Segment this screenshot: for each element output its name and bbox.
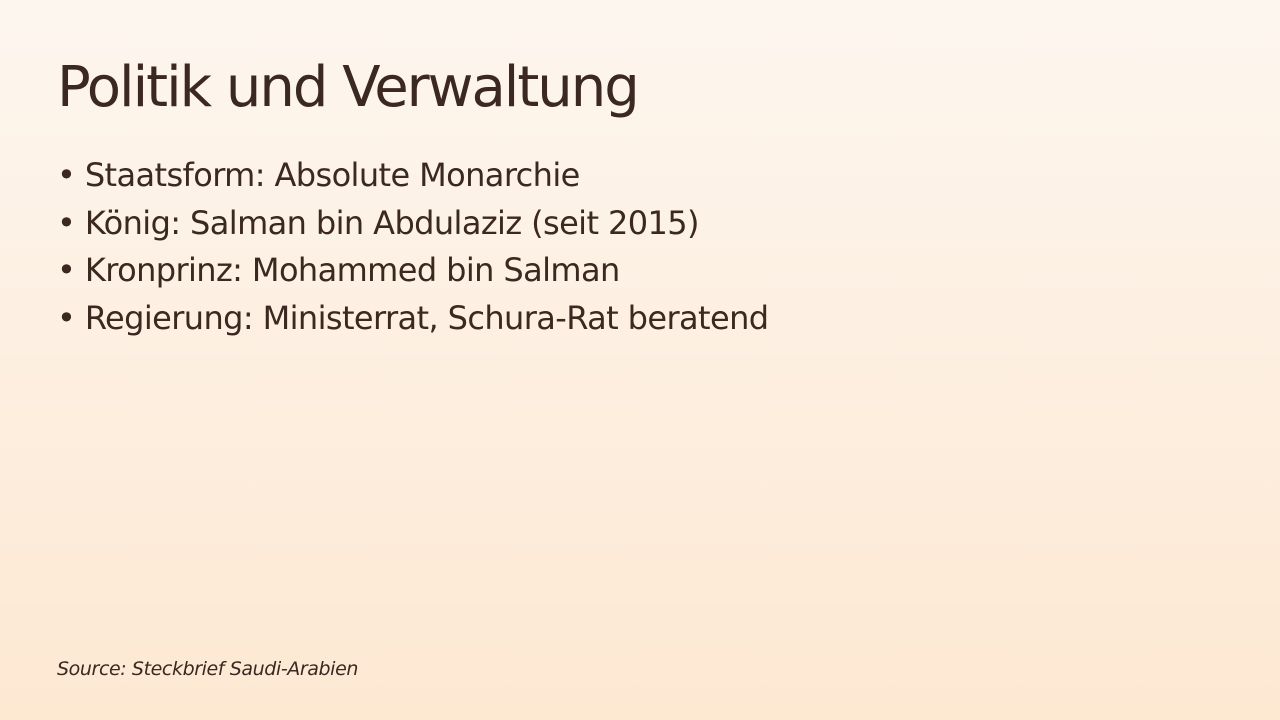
- bullet-item-regierung: • Regierung: Ministerrat, Schura-Rat beratend: [57, 298, 769, 337]
- source-note: Source: Steckbrief Saudi-Arabien: [57, 658, 358, 680]
- bullet-list: [57, 152, 768, 342]
- bullet-item-kronprinz: • Kronprinz: Mohammed bin Salman: [57, 251, 620, 289]
- slide-title: Politik und Verwaltung: [57, 55, 638, 120]
- bullet-item-koenig: • König: Salman bin Abdulaziz (seit 2015): [57, 203, 699, 242]
- bullet-item-staatsform: • Staatsform: Absolute Monarchie: [57, 156, 580, 194]
